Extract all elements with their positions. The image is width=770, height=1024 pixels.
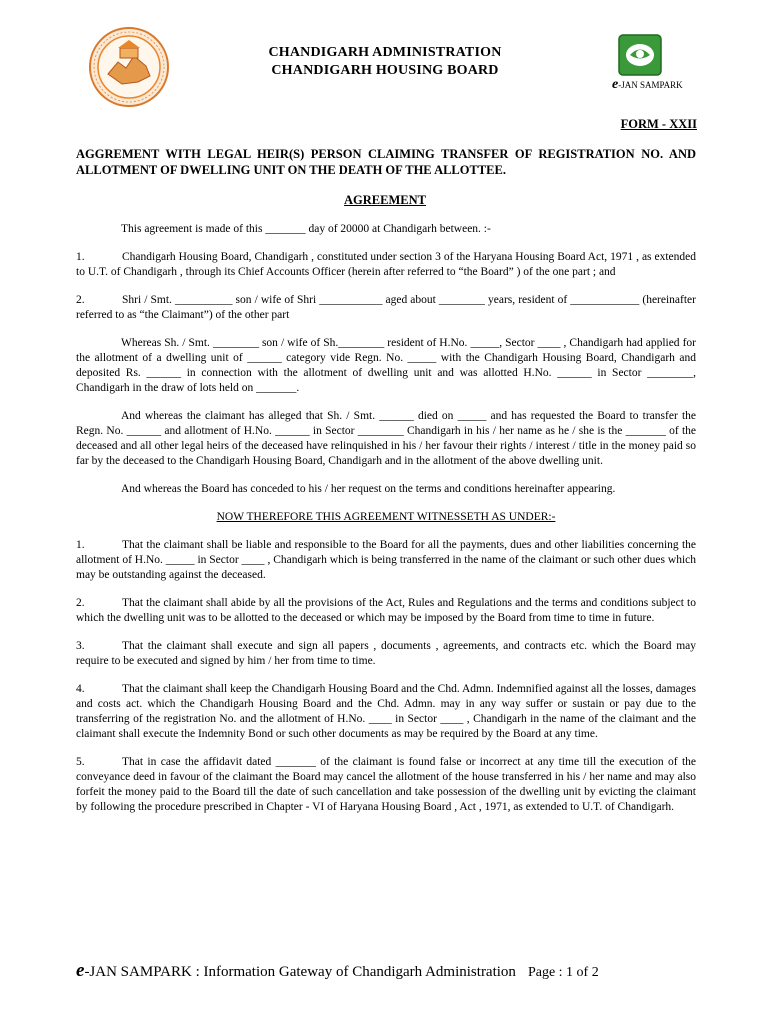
footer-text: -JAN SAMPARK : Information Gateway of Chandigarh Administration xyxy=(84,964,516,980)
agreement-heading: AGREEMENT xyxy=(344,193,426,207)
document-header xyxy=(0,44,770,80)
form-number: FORM - XXII xyxy=(620,117,697,131)
witness-heading: NOW THEREFORE THIS AGREEMENT WITNESSETH AS UNDER:- xyxy=(216,511,556,523)
clause-3: 3. That the claimant shall execute and sign all papers , documents , agreements, and contracts etc. which the Board may require to be executed and signed by him / her from time to time. xyxy=(76,640,696,667)
clause-2: 2. That the claimant shall abide by all the provisions of the Act, Rules and Regulations and the terms and conditions subject to which the dwelling unit was to be allotted to the deceased or which may be imposed by the Board from time to time in future. xyxy=(76,597,696,624)
whereas-paragraph-3: And whereas the Board has conceded to his / her request on the terms and conditions hereinafter appearing. xyxy=(121,483,616,495)
party-2-paragraph: 2. Shri / Smt. __________ son / wife of Shri ___________ aged about ________ years, resident of ____________ (hereinafter referred to as “the Claimant”) of the other part xyxy=(76,294,696,321)
intro-paragraph: This agreement is made of this _______ day of 20000 at Chandigarh between. :- xyxy=(121,223,491,235)
page-number: Page : 1 of 2 xyxy=(527,965,599,980)
page-footer xyxy=(76,960,599,982)
clause-5: 5. That in case the affidavit dated _______ of the claimant is found false or incorrect at any time till the execution of the conveyance deed in favour of the claimant the Board may cancel the allotment of the house transferred in his / her name and may also forfeit the money paid to the Board till the date of such cancellation and take possession of the dwelling unit by evicting the claimant by following the procedure prescribed in Chapter - VI of Haryana Housing Board , Act , 1971, as extended to U.T. of Chandigarh. xyxy=(76,756,696,813)
whereas-paragraph-2: And whereas the claimant has alleged that Sh. / Smt. ______ died on _____ and has requested the Board to transfer the Regn. No. ______ and allotment of H.No. ______ in Sector ________ Chandigarh in his / her name as he / she is the _______ of the deceased and all other legal heirs of the deceased have relinquished in his / her favour their rights / interest / title in the money paid so far by the deceased to the Chandigarh Housing Board, Chandigarh and in the allotment of the above dwelling unit. xyxy=(76,410,696,467)
party-1-paragraph: 1. Chandigarh Housing Board, Chandigarh , constituted under section 3 of the Haryana Housing Board Act, 1971 , as extended to U.T. of Chandigarh , through its Chief Accounts Officer (herein after referred to “the Board” ) of the one part ; and xyxy=(76,251,696,278)
footer-e-logo: e xyxy=(76,960,85,981)
header-line-1: CHANDIGARH ADMINISTRATION xyxy=(268,45,502,60)
clause-4: 4. That the claimant shall keep the Chandigarh Housing Board and the Chd. Admn. Indemnified against all the losses, damages and costs act. which the Chandigarh Housing Board and the Chd. Admn. may in any way suffer or sustain or pay due to the transferring of the registration No. and the allotment of H.No. ____ in Sector ____ , Chandigarh in the name of the claimant and the claimant shall execute the Indemnity Bond or such other documents as may be required by the Board at any time. xyxy=(76,683,696,740)
whereas-paragraph-1: Whereas Sh. / Smt. ________ son / wife of Sh.________ resident of H.No. _____, Sector ____ , Chandigarh had applied for the allotment of a dwelling unit of ______ category vide Regn. No. _____ with the Chandigarh Housing Board, Chandigarh and deposited Rs. ______ in connection with the allotment of dwelling unit and was allotted H.No. ______ in Sector ________, Chandigarh in the draw of lots held on _______. xyxy=(76,337,696,394)
header-line-2: CHANDIGARH HOUSING BOARD xyxy=(271,63,499,78)
e-jan-sampark-caption: e-JAN SAMPARK xyxy=(612,77,683,92)
agreement-body xyxy=(76,222,696,828)
document-title: AGGREMENT WITH LEGAL HEIR(S) PERSON CLAIMING TRANSFER OF REGISTRATION NO. AND ALLOTMENT OF DWELLING UNIT ON THE DEATH OF THE ALLOTTEE. xyxy=(76,147,696,177)
clause-1: 1. That the claimant shall be liable and responsible to the Board for all the payments, dues and other liabilities concerning the allotment of H.No. _____ in Sector ____ , Chandigarh which is being transferred in the name of the claimant or such other dues which may be outstanding against the deceased. xyxy=(76,539,696,581)
